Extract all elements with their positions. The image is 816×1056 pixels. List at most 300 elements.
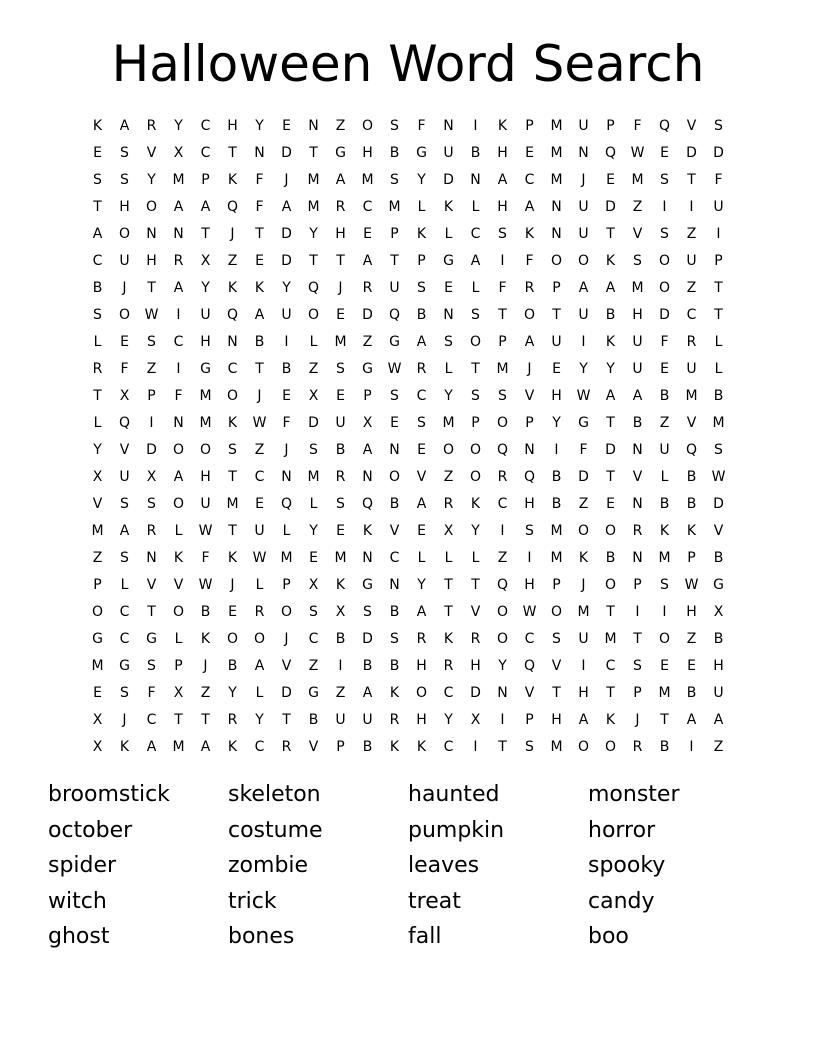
grid-letter: A [200, 199, 211, 215]
grid-letter: H [227, 118, 238, 134]
grid-letter: I [473, 739, 478, 755]
grid-letter: B [632, 415, 643, 431]
grid-letter: U [200, 496, 211, 512]
grid-letter: S [444, 334, 453, 350]
grid-letter: R [92, 361, 103, 377]
grid-letter: B [713, 631, 724, 647]
grid-letter: S [633, 658, 642, 674]
grid-letter: O [226, 631, 239, 647]
grid-letter: K [416, 739, 427, 755]
grid-letter: K [227, 550, 238, 566]
grid-letter: Z [686, 280, 697, 296]
grid-letter: U [578, 118, 589, 134]
grid-letter: E [525, 145, 534, 161]
grid-letter: R [632, 739, 643, 755]
word-list-item: boo [588, 924, 629, 949]
grid-letter: A [470, 253, 481, 269]
grid-letter: N [443, 307, 454, 323]
grid-letter: U [713, 685, 724, 701]
grid-letter: N [173, 415, 184, 431]
grid-letter: M [199, 388, 212, 404]
grid-letter: V [146, 577, 157, 593]
grid-letter: O [658, 253, 671, 269]
grid-letter: E [282, 118, 291, 134]
word-list-item: broomstick [48, 782, 170, 807]
grid-letter: L [417, 199, 426, 215]
grid-letter: S [147, 496, 156, 512]
grid-letter: S [633, 253, 642, 269]
grid-row [84, 518, 732, 545]
grid-letter: O [415, 685, 428, 701]
grid-letter: W [252, 415, 267, 431]
grid-letter: E [444, 280, 453, 296]
grid-letter: T [201, 712, 210, 728]
grid-letter: C [443, 739, 454, 755]
grid-letter: C [497, 496, 508, 512]
grid-letter: C [605, 658, 616, 674]
grid-row [84, 329, 732, 356]
grid-letter: S [228, 442, 237, 458]
grid-letter: R [335, 199, 346, 215]
grid-letter: O [550, 253, 563, 269]
grid-letter: Y [444, 712, 453, 728]
grid-letter: C [686, 307, 697, 323]
grid-letter: A [173, 280, 184, 296]
grid-letter: O [118, 307, 131, 323]
grid-letter: J [284, 172, 289, 188]
grid-letter: K [227, 415, 238, 431]
grid-letter: Y [606, 361, 615, 377]
grid-letter: Y [417, 172, 426, 188]
grid-letter: S [390, 118, 399, 134]
grid-letter: X [443, 523, 454, 539]
grid-letter: I [662, 604, 667, 620]
grid-letter: C [227, 361, 238, 377]
grid-letter: A [281, 199, 292, 215]
grid-letter: A [416, 496, 427, 512]
grid-letter: X [146, 469, 157, 485]
grid-letter: O [469, 442, 482, 458]
grid-letter: T [147, 604, 156, 620]
grid-letter: L [93, 415, 102, 431]
grid-letter: M [550, 145, 563, 161]
grid-letter: H [470, 658, 481, 674]
grid-letter: M [280, 550, 293, 566]
grid-letter: M [550, 739, 563, 755]
grid-letter: B [308, 712, 319, 728]
grid-letter: P [390, 226, 399, 242]
grid-letter: E [417, 523, 426, 539]
grid-letter: X [200, 253, 211, 269]
grid-letter: L [282, 523, 291, 539]
grid-letter: T [606, 226, 615, 242]
grid-letter: V [470, 604, 481, 620]
grid-letter: P [336, 739, 345, 755]
grid-letter: M [91, 523, 104, 539]
grid-letter: S [660, 226, 669, 242]
grid-letter: D [470, 685, 481, 701]
grid-letter: H [551, 712, 562, 728]
grid-letter: J [230, 577, 235, 593]
grid-letter: Y [309, 226, 318, 242]
grid-letter: A [497, 172, 508, 188]
grid-letter: N [524, 442, 535, 458]
grid-letter: K [335, 577, 346, 593]
grid-letter: R [254, 604, 265, 620]
grid-letter: T [552, 685, 561, 701]
grid-letter: U [632, 361, 643, 377]
grid-letter: X [308, 388, 319, 404]
grid-letter: T [147, 280, 156, 296]
grid-letter: S [390, 172, 399, 188]
grid-letter: H [416, 712, 427, 728]
grid-letter: A [686, 712, 697, 728]
grid-row [84, 491, 732, 518]
grid-letter: S [714, 442, 723, 458]
grid-letter: B [605, 550, 616, 566]
grid-letter: L [120, 577, 129, 593]
grid-letter: V [281, 658, 292, 674]
grid-letter: B [551, 496, 562, 512]
grid-letter: P [282, 577, 291, 593]
grid-letter: T [660, 712, 669, 728]
grid-letter: W [144, 307, 159, 323]
grid-letter: C [254, 469, 265, 485]
grid-letter: Q [280, 496, 293, 512]
word-list-item: monster [588, 782, 680, 807]
grid-letter: U [686, 361, 697, 377]
grid-letter: U [578, 631, 589, 647]
grid-letter: A [173, 469, 184, 485]
grid-letter: L [471, 199, 480, 215]
grid-letter: S [471, 388, 480, 404]
grid-letter: A [416, 604, 427, 620]
grid-letter: N [362, 469, 373, 485]
grid-letter: T [444, 604, 453, 620]
grid-letter: I [500, 712, 505, 728]
grid-letter: Y [579, 361, 588, 377]
grid-letter: Y [498, 658, 507, 674]
grid-letter: W [576, 388, 591, 404]
grid-letter: P [552, 577, 561, 593]
word-list-item: trick [228, 888, 277, 914]
grid-letter: K [389, 685, 400, 701]
grid-row [84, 572, 732, 599]
grid-letter: C [200, 118, 211, 134]
grid-letter: P [363, 388, 372, 404]
grid-letter: B [254, 334, 265, 350]
grid-letter: P [633, 685, 642, 701]
grid-letter: F [633, 118, 642, 134]
grid-letter: Y [552, 415, 561, 431]
grid-letter: X [713, 604, 724, 620]
grid-letter: Z [335, 118, 346, 134]
grid-letter: M [172, 739, 185, 755]
grid-letter: K [173, 550, 184, 566]
grid-letter: O [361, 118, 374, 134]
grid-letter: I [716, 226, 721, 242]
grid-letter: A [254, 307, 265, 323]
word-list [48, 780, 768, 958]
grid-letter: J [122, 712, 127, 728]
grid-letter: M [388, 199, 401, 215]
grid-letter: V [686, 118, 697, 134]
grid-letter: I [338, 658, 343, 674]
grid-letter: J [230, 226, 235, 242]
grid-letter: C [416, 388, 427, 404]
grid-letter: M [91, 658, 104, 674]
grid-letter: M [172, 172, 185, 188]
grid-letter: N [146, 550, 157, 566]
grid-letter: N [551, 226, 562, 242]
grid-letter: C [362, 199, 373, 215]
grid-letter: K [605, 253, 616, 269]
grid-letter: I [176, 307, 181, 323]
grid-letter: K [389, 739, 400, 755]
grid-letter: A [362, 442, 373, 458]
grid-letter: T [633, 631, 642, 647]
grid-letter: K [227, 280, 238, 296]
grid-letter: P [201, 172, 210, 188]
grid-row [84, 680, 732, 707]
grid-letter: R [389, 712, 400, 728]
grid-letter: G [146, 631, 157, 647]
grid-letter: K [254, 280, 265, 296]
grid-letter: K [362, 523, 373, 539]
word-list-item: skeleton [228, 782, 321, 807]
grid-letter: W [630, 145, 645, 161]
letter-grid [84, 113, 732, 761]
grid-letter: A [632, 388, 643, 404]
word-list-item: fall [408, 924, 442, 949]
grid-letter: J [338, 280, 343, 296]
grid-letter: O [118, 226, 131, 242]
grid-letter: O [550, 604, 563, 620]
grid-letter: S [93, 307, 102, 323]
grid-letter: Q [685, 442, 698, 458]
grid-letter: Y [309, 523, 318, 539]
grid-letter: Y [228, 685, 237, 701]
grid-letter: K [659, 523, 670, 539]
grid-letter: A [173, 199, 184, 215]
grid-letter: L [660, 469, 669, 485]
grid-letter: O [577, 253, 590, 269]
grid-letter: T [228, 523, 237, 539]
grid-letter: C [524, 631, 535, 647]
grid-letter: H [146, 253, 157, 269]
grid-letter: S [336, 496, 345, 512]
grid-letter: U [335, 415, 346, 431]
grid-letter: I [635, 604, 640, 620]
grid-letter: L [174, 631, 183, 647]
word-list-item: spooky [588, 853, 666, 878]
grid-letter: C [92, 253, 103, 269]
grid-letter: U [254, 523, 265, 539]
grid-letter: S [498, 388, 507, 404]
grid-row [84, 248, 732, 275]
grid-letter: N [497, 685, 508, 701]
grid-letter: E [660, 145, 669, 161]
grid-letter: M [307, 172, 320, 188]
grid-letter: T [714, 280, 723, 296]
grid-letter: C [119, 631, 130, 647]
grid-letter: D [578, 469, 589, 485]
grid-letter: M [685, 388, 698, 404]
grid-letter: Y [255, 712, 264, 728]
grid-letter: T [390, 253, 399, 269]
grid-letter: N [173, 226, 184, 242]
grid-letter: C [119, 604, 130, 620]
grid-letter: S [120, 145, 129, 161]
grid-letter: W [252, 550, 267, 566]
grid-letter: O [172, 442, 185, 458]
grid-letter: Z [200, 685, 211, 701]
grid-letter: T [93, 199, 102, 215]
grid-letter: P [498, 334, 507, 350]
grid-letter: T [498, 739, 507, 755]
grid-letter: G [443, 253, 454, 269]
grid-letter: R [173, 253, 184, 269]
grid-letter: D [308, 415, 319, 431]
grid-letter: E [687, 658, 696, 674]
grid-letter: B [551, 469, 562, 485]
grid-letter: K [119, 739, 130, 755]
grid-letter: D [686, 145, 697, 161]
grid-letter: V [146, 145, 157, 161]
word-list-item: candy [588, 888, 655, 914]
grid-letter: L [444, 550, 453, 566]
grid-letter: P [687, 550, 696, 566]
grid-letter: Z [362, 334, 373, 350]
grid-letter: B [335, 631, 346, 647]
grid-letter: B [389, 658, 400, 674]
grid-letter: I [662, 199, 667, 215]
grid-letter: R [146, 118, 157, 134]
grid-letter: A [146, 739, 157, 755]
grid-letter: X [119, 388, 130, 404]
grid-letter: I [689, 739, 694, 755]
grid-letter: A [416, 334, 427, 350]
grid-letter: L [444, 361, 453, 377]
grid-row [84, 356, 732, 383]
grid-letter: M [442, 415, 455, 431]
grid-letter: C [443, 685, 454, 701]
grid-letter: N [632, 442, 643, 458]
grid-letter: E [255, 496, 264, 512]
grid-letter: N [551, 199, 562, 215]
grid-row [84, 302, 732, 329]
grid-letter: V [119, 442, 130, 458]
grid-letter: O [496, 415, 509, 431]
grid-letter: F [255, 172, 264, 188]
grid-letter: T [471, 361, 480, 377]
grid-letter: Z [335, 685, 346, 701]
grid-letter: S [417, 415, 426, 431]
word-list-item: zombie [228, 853, 309, 878]
grid-letter: Y [201, 280, 210, 296]
grid-letter: A [335, 172, 346, 188]
grid-letter: U [200, 307, 211, 323]
grid-letter: N [632, 496, 643, 512]
grid-letter: O [523, 307, 536, 323]
grid-letter: I [581, 334, 586, 350]
word-list-item: costume [228, 817, 323, 843]
grid-letter: B [389, 145, 400, 161]
grid-letter: X [173, 685, 184, 701]
grid-letter: O [172, 604, 185, 620]
grid-letter: Y [444, 388, 453, 404]
grid-letter: Q [658, 118, 671, 134]
grid-letter: C [470, 226, 481, 242]
grid-letter: K [524, 226, 535, 242]
grid-letter: T [606, 604, 615, 620]
grid-letter: U [551, 334, 562, 350]
grid-row [84, 167, 732, 194]
grid-letter: O [226, 388, 239, 404]
grid-letter: J [284, 631, 289, 647]
grid-letter: D [362, 631, 373, 647]
grid-letter: U [713, 199, 724, 215]
grid-letter: A [362, 253, 373, 269]
grid-letter: A [578, 712, 589, 728]
grid-letter: O [658, 631, 671, 647]
grid-letter: A [605, 388, 616, 404]
grid-letter: X [92, 712, 103, 728]
grid-letter: O [253, 631, 266, 647]
grid-letter: P [633, 577, 642, 593]
grid-letter: F [255, 199, 264, 215]
grid-letter: G [119, 658, 130, 674]
grid-letter: B [659, 739, 670, 755]
word-list-item: haunted [408, 782, 500, 807]
grid-letter: U [443, 145, 454, 161]
grid-letter: R [362, 280, 373, 296]
grid-letter: H [578, 685, 589, 701]
grid-letter: K [686, 523, 697, 539]
grid-letter: T [255, 361, 264, 377]
grid-letter: Z [497, 550, 508, 566]
grid-letter: Z [632, 199, 643, 215]
grid-letter: K [470, 496, 481, 512]
grid-letter: M [577, 604, 590, 620]
grid-letter: X [362, 415, 373, 431]
grid-letter: E [363, 226, 372, 242]
grid-letter: D [281, 145, 292, 161]
grid-letter: U [119, 469, 130, 485]
grid-letter: A [119, 118, 130, 134]
grid-letter: L [417, 550, 426, 566]
grid-letter: M [496, 361, 509, 377]
grid-letter: J [257, 388, 262, 404]
grid-letter: Z [713, 739, 724, 755]
grid-letter: B [227, 658, 238, 674]
grid-letter: O [307, 307, 320, 323]
grid-letter: K [605, 334, 616, 350]
grid-letter: L [444, 226, 453, 242]
grid-letter: C [146, 712, 157, 728]
grid-letter: N [254, 145, 265, 161]
grid-letter: L [93, 334, 102, 350]
grid-letter: I [284, 334, 289, 350]
grid-letter: X [470, 712, 481, 728]
grid-letter: M [334, 334, 347, 350]
grid-letter: T [714, 307, 723, 323]
grid-letter: D [713, 496, 724, 512]
grid-letter: K [227, 172, 238, 188]
grid-letter: S [552, 631, 561, 647]
grid-letter: L [471, 550, 480, 566]
grid-letter: Q [523, 469, 536, 485]
